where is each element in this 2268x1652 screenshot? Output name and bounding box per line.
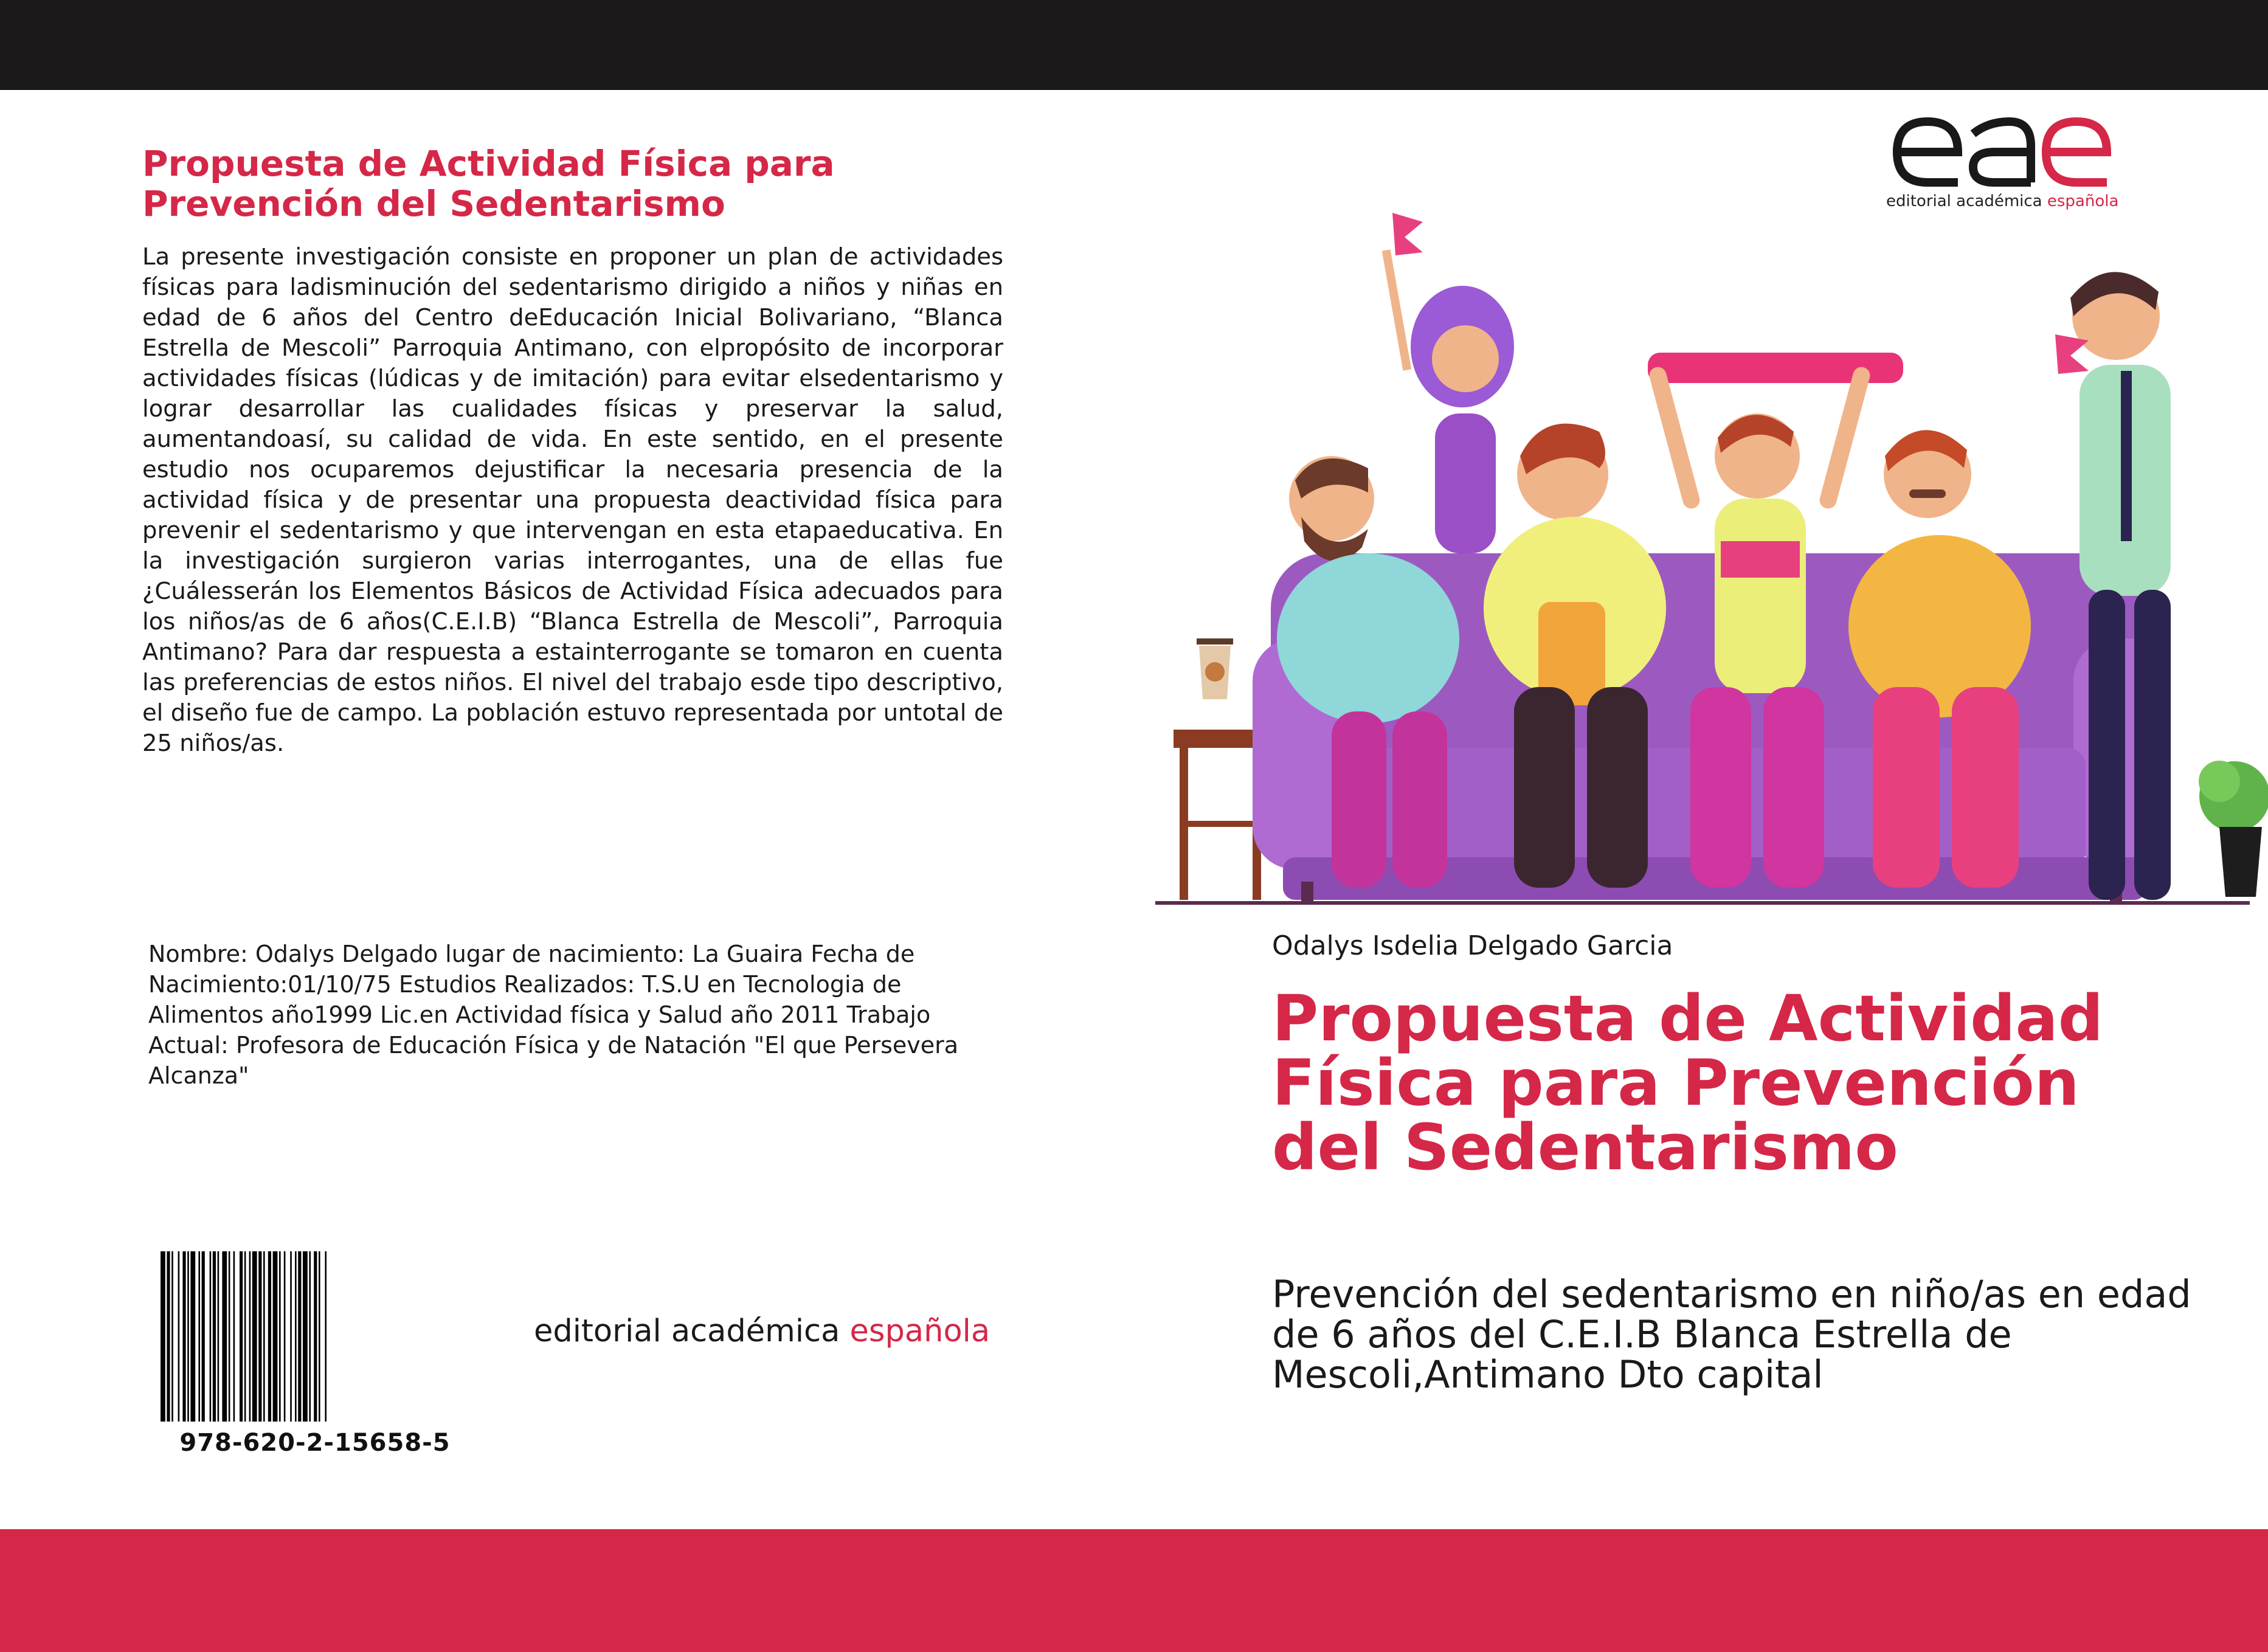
- logo-caption-accent: española: [2047, 192, 2119, 210]
- side-table: [1174, 730, 1265, 900]
- barcode-bar: [190, 1251, 195, 1422]
- isbn-number: 978-620-2-15658-5: [179, 1429, 451, 1457]
- back-cover-title: Propuesta de Actividad Física para Prevención del Sedentarismo: [142, 143, 835, 224]
- barcode-bar: [213, 1251, 216, 1422]
- barcode-bar: [309, 1251, 311, 1422]
- bottom-band: [0, 1529, 2268, 1652]
- barcode-bar: [171, 1251, 173, 1422]
- barcode-bar: [284, 1251, 286, 1422]
- author-bio: Nombre: Odalys Delgado lugar de nacimiento: La Guaira Fecha de Nacimiento:01/10/75 Estudios Realizados: T.S.U en Tecnologia de Alimentos año1999 Lic.en Actividad física y Salud año 2011 Trabajo Actual: Profesora de Educación Física y de Natación "El que Persevera Alcanza": [148, 941, 959, 1089]
- publisher-accent-text: española: [849, 1313, 991, 1349]
- potted-plant: [2199, 761, 2268, 897]
- logo-letter-a: [1973, 122, 2031, 182]
- barcode-bar: [303, 1251, 308, 1422]
- barcode-bar: [319, 1251, 320, 1422]
- barcode-bar: [244, 1251, 246, 1422]
- front-cover-subtitle: Prevención del sedentarismo en niño/as en edad de 6 años del C.E.I.B Blanca Estrella de Mescoli,Antimano Dto capital: [1272, 1272, 2191, 1397]
- barcode-bar: [187, 1251, 189, 1422]
- barcode-bar: [249, 1251, 251, 1422]
- pink-flag-left: [1392, 213, 1423, 255]
- barcode-bar: [161, 1251, 165, 1422]
- logo-letter-e1: [1897, 122, 1958, 182]
- coffee-cup: [1197, 638, 1233, 699]
- floor-line: [1155, 901, 2250, 905]
- publisher-name-back: [534, 1313, 1081, 1349]
- back-cover-description: La presente investigación consiste en proponer un plan de actividades físicas para ladisminución del sedentarismo dirigido a niños y niñas en edad de 6 años del Centro deEducación Inicial Bolivariano, “Blanca Estrella de Mescoli” Parroquia Antimano, con elpropósito de incorporar actividades físicas (lúdicas y de imitación) para evitar elsedentarismo y lograr desarrollar las cualidades físicas y preservar la salud, aumentandoasí, su calidad de vida. En este sentido, en el presente estudio nos ocuparemos dejustificar la necesaria presencia de la actividad física y de presentar una propuesta deactividad física para prevenir el sedentarismo y que intervengan en esta etapaeducativa. En la investigación surgieron varias interrogantes, una de ellas fue ¿Cuálesserán los Elementos Básicos de Actividad Física adecuados para los niños/as de 6 años(C.E.I.B) “Blanca Estrella de Mescoli”, Parroquia Antimano? Para dar respuesta a estainterrogante se tomaron en cuenta las preferencias de estos niños. El nivel del trabajo esde tipo descriptivo, el diseño fue de campo. La población estuvo representada por untotal de 25 niños/as.: [142, 243, 1003, 757]
- logo-letter-e2: [2046, 122, 2107, 182]
- top-band: [0, 0, 2268, 90]
- barcode-bar: [233, 1251, 235, 1422]
- barcode-bar: [218, 1251, 220, 1422]
- barcode-bar: [182, 1251, 185, 1422]
- person-purple-hair-woman: [1382, 213, 1514, 553]
- publisher-main-text: editorial académica: [534, 1313, 840, 1349]
- logo-caption: [1886, 192, 2142, 210]
- barcode-bar: [295, 1251, 297, 1422]
- barcode-bar: [210, 1251, 212, 1422]
- person-moustache-man: [1848, 430, 2031, 888]
- isbn-barcode: [157, 1251, 473, 1422]
- front-author-name: Odalys Isdelia Delgado Garcia: [1272, 930, 1673, 961]
- logo-caption-main: editorial académica: [1886, 192, 2042, 210]
- barcode-bar: [222, 1251, 227, 1422]
- barcode-bar: [252, 1251, 257, 1422]
- barcode-bar: [268, 1251, 271, 1422]
- barcode-bar: [167, 1251, 170, 1422]
- barcode-bar: [298, 1251, 301, 1422]
- barcode-bar: [198, 1251, 200, 1422]
- barcode-bar: [273, 1251, 278, 1422]
- barcode-bar: [240, 1251, 243, 1422]
- barcode-bar: [202, 1251, 205, 1422]
- barcode-bar: [314, 1251, 317, 1422]
- barcode-bar: [263, 1251, 265, 1422]
- barcode-bar: [325, 1251, 327, 1422]
- front-cover-title: Propuesta de Actividad Física para Prevención del Sedentarismo: [1272, 981, 2104, 1184]
- barcode-bar: [290, 1251, 292, 1422]
- barcode-bar: [279, 1251, 281, 1422]
- barcode-bar: [229, 1251, 230, 1422]
- pink-flag-right: [2055, 334, 2089, 374]
- friends-cheering-illustration: [1149, 213, 2268, 924]
- barcode-bar: [258, 1251, 261, 1422]
- barcode-bar: [178, 1251, 180, 1422]
